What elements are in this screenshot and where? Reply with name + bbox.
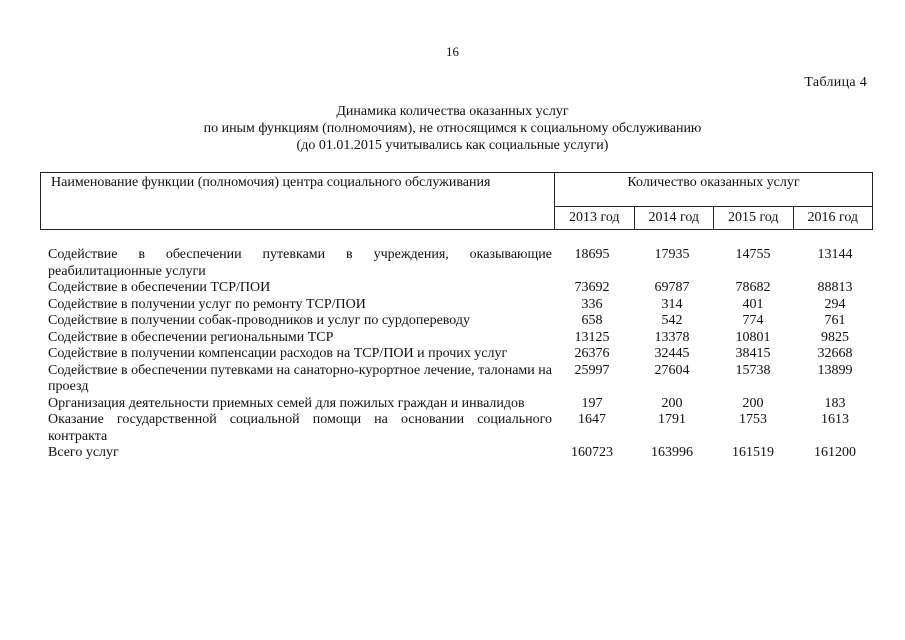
row-name: Содействие в получении компенсации расходов на ТСР/ПОИ и прочих услуг [48,346,508,361]
value-2015: 161519 [732,445,774,460]
table-title [0,103,905,154]
value-2016: 13144 [817,247,853,262]
header-year-2016: 2016 год [793,207,873,229]
table-row [48,297,878,314]
value-2015: 1753 [739,412,767,427]
value-2014: 17935 [654,247,690,262]
row-name: Содействие в обеспечении ТСР/ПОИ [48,280,271,295]
value-2015: 15738 [735,362,771,378]
value-2016: 9825 [821,329,849,345]
row-name: Содействие в обеспечении региональными ТСР [48,329,334,345]
value-2014: 542 [661,313,683,328]
row-name: Содействие в обеспечении путевками в учреждения, оказывающие реабилитационные услуги [48,247,552,279]
row-name: Содействие в обеспечении путевками на санаторно-курортное лечение, талонами на проезд [48,362,552,394]
header-function-name: Наименование функции (полномочия) центра социального обслуживания [51,175,491,190]
row-name: Всего услуг [48,445,119,460]
title-line-2: по иным функциям (полномочиям), не относящимся к социальному обслуживанию [203,121,702,136]
value-2015: 78682 [735,280,771,295]
table-label: Таблица 4 [804,75,867,90]
value-2014: 32445 [654,346,690,361]
value-2013: 160723 [571,445,613,460]
value-2016: 32668 [817,346,853,361]
value-2014: 314 [661,296,683,312]
value-2014: 163996 [651,445,693,460]
value-2013: 658 [581,313,603,328]
value-2013: 197 [581,395,603,411]
value-2016: 88813 [817,280,853,295]
value-2016: 294 [824,296,846,312]
table-row-total [48,445,878,462]
value-2013: 336 [581,296,603,312]
header-service-count: Количество оказанных услуг [627,175,800,190]
value-2016: 761 [824,313,846,328]
header-year-2014: 2014 год [634,207,714,229]
value-2013: 18695 [574,247,610,262]
header-year-2015: 2015 год [713,207,793,229]
value-2014: 200 [661,395,683,411]
header-year-2013: 2013 год [568,210,620,225]
table-row [48,280,878,297]
row-name: Организация деятельности приемных семей для пожилых граждан и инвалидов [48,395,525,411]
value-2016: 1613 [821,412,849,427]
table-row [48,247,878,280]
table-row [48,412,878,445]
table-row [48,363,878,396]
row-name: Содействие в получении собак-проводников и услуг по сурдопереводу [48,313,471,328]
value-2015: 200 [742,395,764,411]
value-2016: 183 [824,395,846,411]
title-line-3: (до 01.01.2015 учитывались как социальные услуги) [296,138,609,153]
table-body [48,247,878,462]
value-2013: 25997 [574,362,610,378]
row-name: Содействие в получении услуг по ремонту ТСР/ПОИ [48,296,366,312]
value-2015: 10801 [735,329,771,345]
table-row [48,346,878,363]
value-2014: 1791 [658,412,686,427]
value-2015: 14755 [735,247,771,262]
table-row [48,330,878,347]
page-number: 16 [446,44,459,59]
header-years [555,206,872,229]
value-2014: 13378 [654,329,690,345]
title-line-1: Динамика количества оказанных услуг [336,104,569,119]
table-row [48,313,878,330]
value-2013: 26376 [574,346,610,361]
value-2013: 1647 [578,412,606,427]
value-2014: 27604 [654,362,690,378]
value-2015: 774 [742,313,764,328]
value-2016: 13899 [817,362,853,378]
value-2016: 161200 [814,445,856,460]
value-2013: 73692 [574,280,610,295]
table-row [48,396,878,413]
value-2013: 13125 [574,329,610,345]
row-name: Оказание государственной социальной помощи на основании социального контракта [48,412,552,444]
value-2015: 38415 [735,346,771,361]
value-2015: 401 [742,296,764,312]
table-header [40,172,873,230]
value-2014: 69787 [654,280,690,295]
